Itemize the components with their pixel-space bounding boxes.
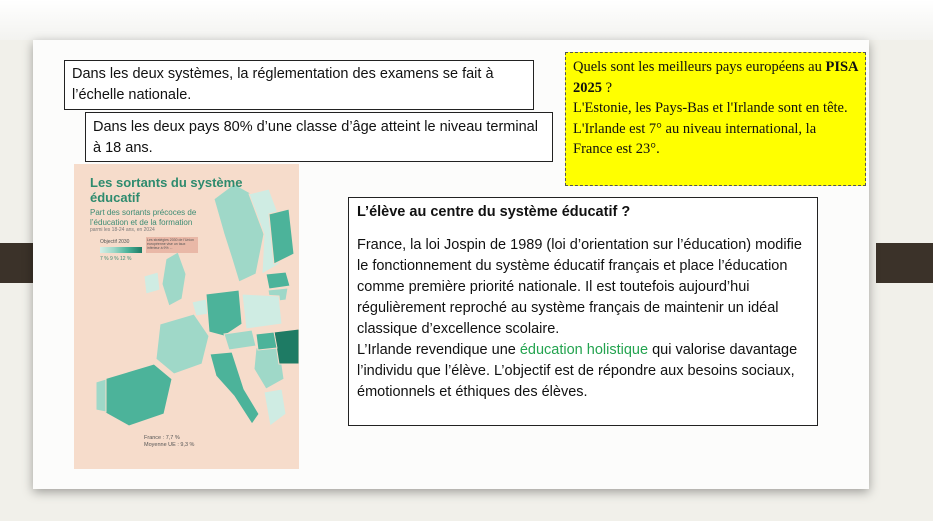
poster-legend-bar xyxy=(100,247,142,253)
exam-regulation-box xyxy=(64,60,534,110)
france-paragraph: France, la loi Jospin de 1989 (loi d’orientation sur l’éducation) modifie le fonctionnement du système éducatif français et place l’éducation comme première priorité nationale. Il est toutefois aujourd’hui régulièrement reproché au système français de maintenir un idéal classique d’excellence scolaire. xyxy=(357,237,802,337)
poster-eu-value: Moyenne UE : 9,3 % xyxy=(144,442,195,448)
ireland-paragraph: L’Irlande revendique une éducation holistique qui valorise davantage l’individu que l’élève. L’objectif est de répondre aux besoins sociaux, émotionnels et éthiques des élèves. xyxy=(357,342,798,400)
education-map-poster xyxy=(74,164,299,469)
poster-note: Les stratégies 2030 de l'Union européenne vise un taux inférieur à 9% ... xyxy=(146,237,198,253)
pisa-label: PISA 2025 xyxy=(573,59,858,96)
poster-title: Les sortants du système éducatif xyxy=(90,175,243,205)
pisa-leaders: L'Estonie, les Pays-Bas et l'Irlande sont en tête. xyxy=(573,100,848,116)
poster-france-value: France : 7,7 % xyxy=(144,435,180,441)
main-title: L’élève au centre du système éducatif ? xyxy=(357,204,631,220)
poster-subtitle: Part des sortants précoces de l’éducation et de la formation xyxy=(90,208,197,227)
main-text-box xyxy=(348,197,818,426)
poster-legend-ticks: 7 % 9 % 12 % xyxy=(100,256,132,262)
holistic-highlight: éducation holistique xyxy=(519,342,649,358)
poster-figures xyxy=(144,435,194,449)
poster-small-caption: parmi les 18-24 ans, en 2024 xyxy=(90,227,155,233)
pisa-ranks: L'Irlande est 7° au niveau international, la France est 23°. xyxy=(573,120,817,157)
exam-regulation-text: Dans les deux systèmes, la réglementation des examens se fait à l’échelle nationale. xyxy=(72,66,494,103)
terminal-level-text: Dans les deux pays 80% d’une classe d’âge atteint le niveau terminal à 18 ans. xyxy=(93,119,538,156)
right-decor-tab xyxy=(876,243,933,283)
background-top xyxy=(0,0,933,40)
poster-objective: Objectif 2030 xyxy=(100,239,130,245)
terminal-level-box xyxy=(85,112,553,162)
pisa-box xyxy=(565,52,866,186)
pisa-question: Quels sont les meilleurs pays européens au PISA 2025 ? xyxy=(573,59,858,96)
